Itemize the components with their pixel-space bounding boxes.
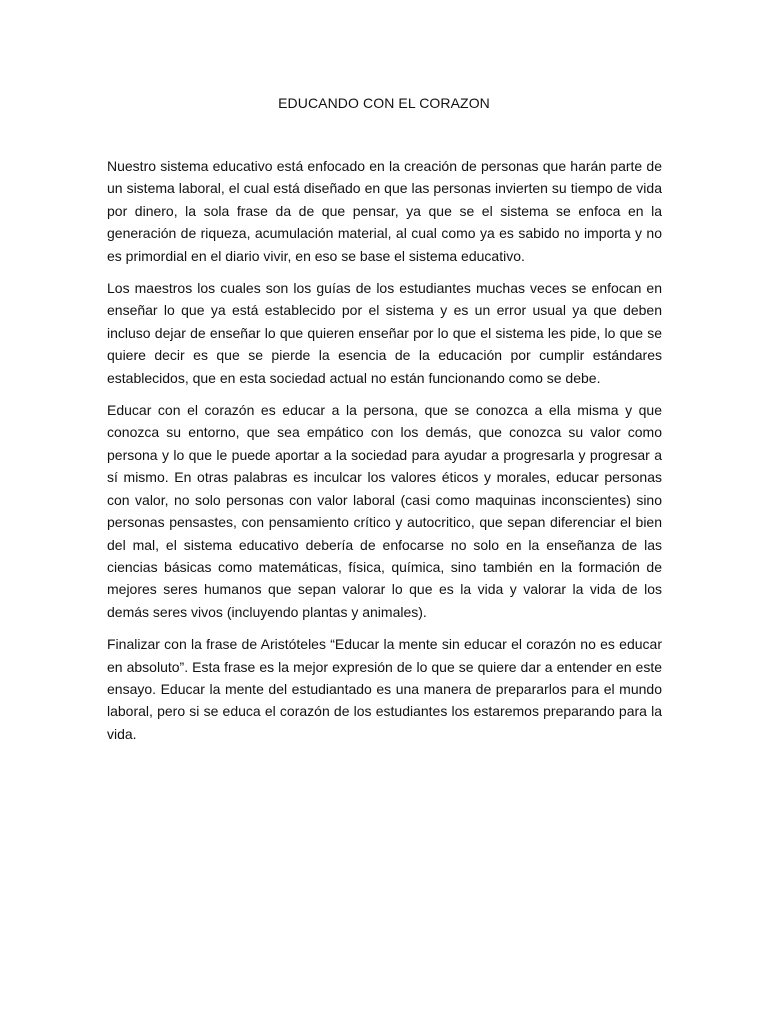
paragraph-4: Finalizar con la frase de Aristóteles “Educar la mente sin educar el corazón no es educar en absoluto”. Esta frase es la mejor expresión de lo que se quiere dar a entender en este ensayo. Educar la mente del estudiantado es una manera de prepararlos para el mundo laboral, pero si se educa el corazón de los estudiantes los estaremos preparando para la vida. <box>107 636 662 742</box>
paragraph-2: Los maestros los cuales son los guías de los estudiantes muchas veces se enfocan en enseñar lo que ya está establecido por el sistema y es un error usual ya que deben incluso dejar de enseñar lo que quieren enseñar por lo que el sistema les pide, lo que se quiere decir es que se pierde la esencia de la educación por cumplir estándares establecidos, que en esta sociedad actual no están funcionando como se debe. <box>107 280 662 386</box>
document-body <box>107 155 662 755</box>
document-title: EDUCANDO CON EL CORAZON <box>278 95 490 111</box>
paragraph-1: Nuestro sistema educativo está enfocado en la creación de personas que harán parte de un sistema laboral, el cual está diseñado en que las personas invierten su tiempo de vida por dinero, la sola frase da de que pensar, ya que se el sistema se enfoca en la generación de riqueza, acumulación material, al cual como ya es sabido no importa y no es primordial en el diario vivir, en eso se base el sistema educativo. <box>107 158 662 264</box>
paragraph-3: Educar con el corazón es educar a la persona, que se conozca a ella misma y que conozca su entorno, que sea empático con los demás, que conozca su valor como persona y lo que le puede aportar a la sociedad para ayudar a progresarla y progresar a sí mismo. En otras palabras es inculcar los valores éticos y morales, educar personas con valor, no solo personas con valor laboral (casi como maquinas inconscientes) sino personas pensastes, con pensamiento crítico y autocritico, que sepan diferenciar el bien del mal, el sistema educativo debería de enfocarse no solo en la enseñanza de las ciencias básicas como matemáticas, física, química, sino también en la formación de mejores seres humanos que sepan valorar lo que es la vida y valorar la vida de los demás seres vivos (incluyendo plantas y animales). <box>107 402 662 620</box>
